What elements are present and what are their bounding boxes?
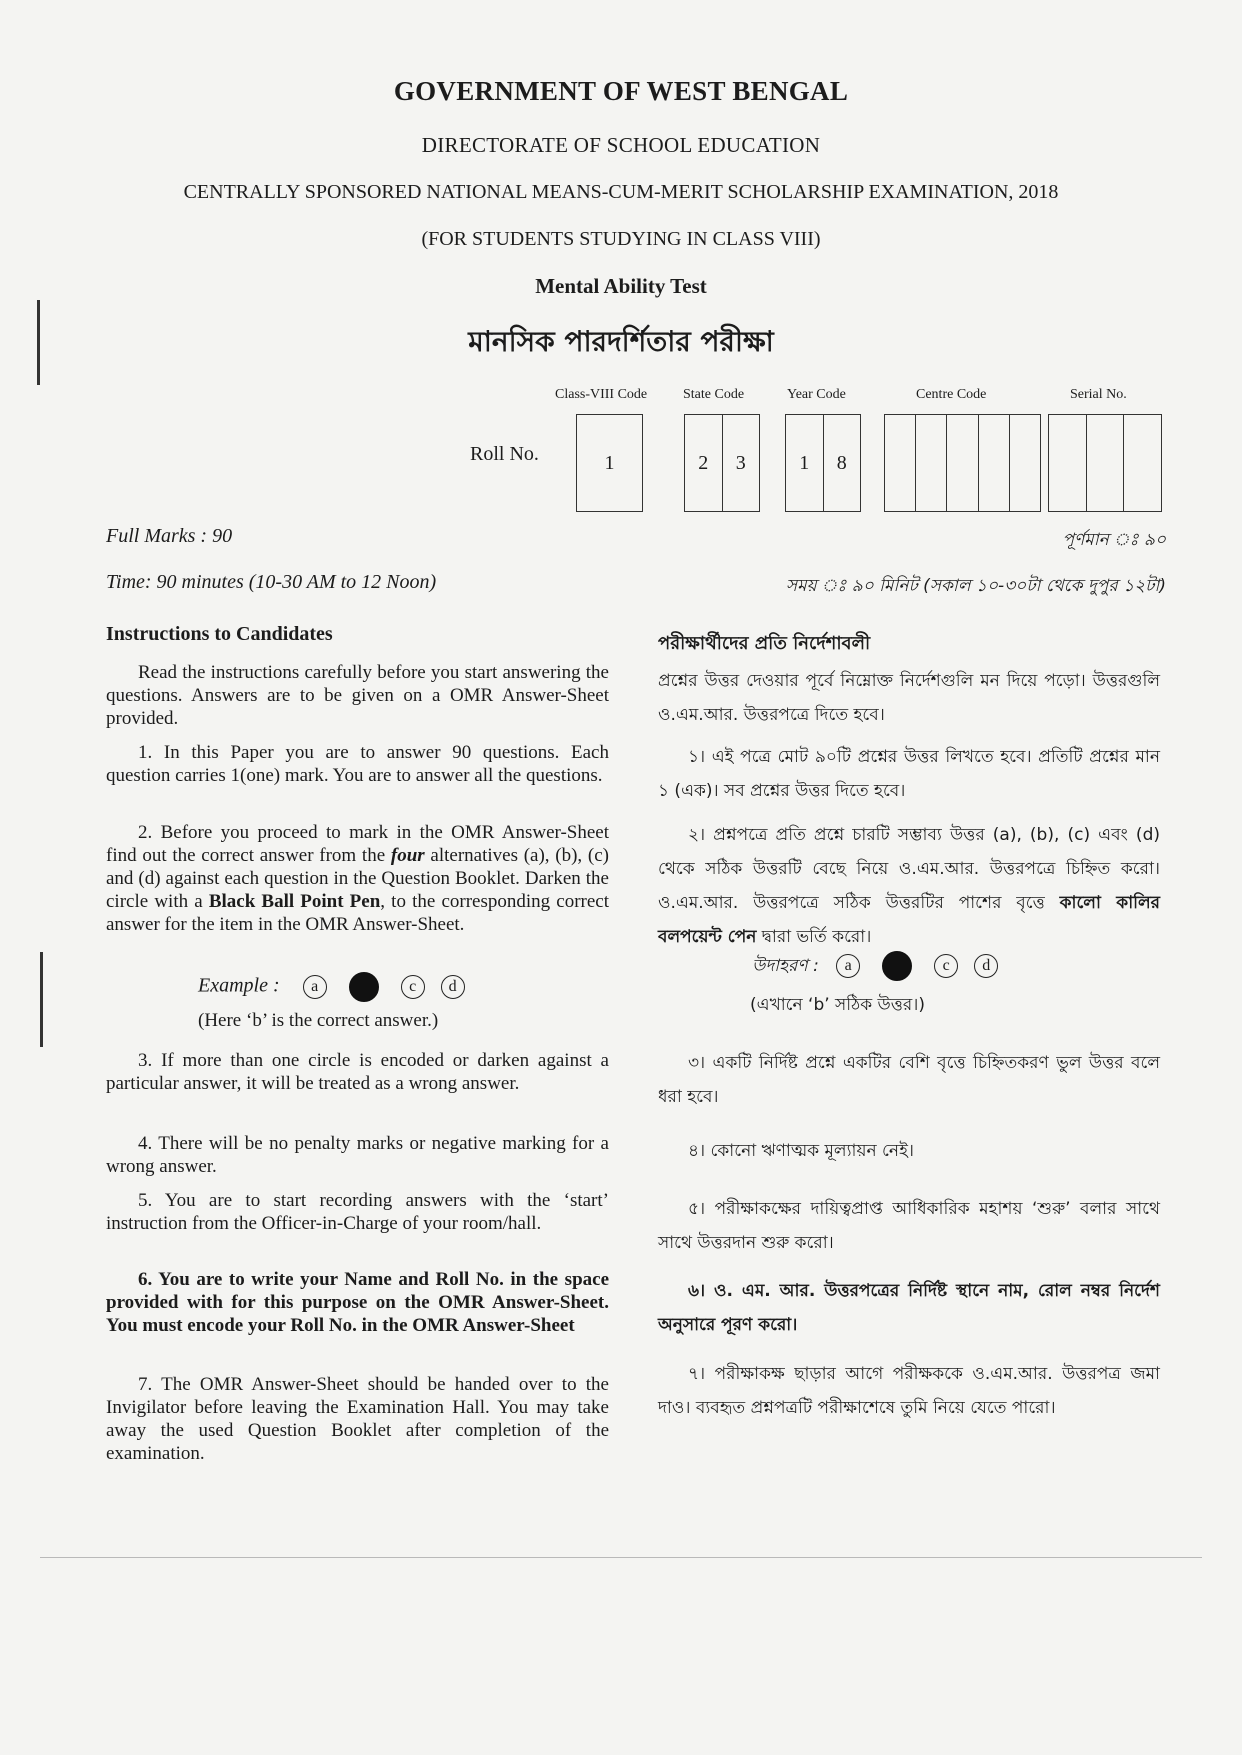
emphasis-black-pen: Black Ball Point Pen bbox=[208, 891, 381, 912]
option-circle: a bbox=[836, 954, 860, 978]
instruction-text: দ্বারা ভর্তি করো। bbox=[756, 927, 872, 947]
time-info-bengali: সময় ঃ ৯০ মিনিট (সকাল ১০-৩০টা থেকে দুপুর ১২টা) bbox=[785, 576, 1166, 596]
instruction-item-7: 7. The OMR Answer-Sheet should be handed over to the Invigilator before leaving the Examination Hall. You may take away the used Question Booklet after completion of the examination. bbox=[106, 1374, 609, 1464]
roll-no-label: Roll No. bbox=[470, 443, 539, 465]
class-code-digit: 1 bbox=[604, 451, 615, 474]
instructions-heading: Instructions to Candidates bbox=[106, 623, 333, 645]
option-circle: c bbox=[401, 975, 425, 999]
serial-no-header: Serial No. bbox=[1070, 387, 1127, 402]
instruction-item-4-bengali: ৪। কোনো ঋণাত্মক মূল্যায়ন নেই। bbox=[688, 1141, 914, 1161]
option-circle: d bbox=[441, 975, 465, 999]
exam-title: CENTRALLY SPONSORED NATIONAL MEANS-CUM-MERIT SCHOLARSHIP EXAMINATION, 2018 bbox=[183, 181, 1059, 203]
centre-code-cell[interactable] bbox=[947, 415, 978, 511]
example-row bbox=[198, 972, 473, 1002]
centre-code-cell[interactable] bbox=[916, 415, 947, 511]
centre-code-box[interactable] bbox=[884, 414, 1041, 512]
instructions-intro: Read the instructions carefully before you start answering the questions. Answers are to be given on a OMR Answer-Sheet provided. bbox=[106, 662, 609, 729]
government-title: GOVERNMENT OF WEST BENGAL bbox=[393, 76, 849, 106]
test-name-bengali: মানসিক পারদর্শিতার পরীক্ষা bbox=[468, 325, 774, 358]
instruction-text: ২। প্রশ্নপত্রে প্রতি প্রশ্নে চারটি সম্ভাব্য উত্তর (a), (b), (c) এবং (d) থেকে সঠিক উত্তরটি বেছে নিয়ে ও.এম.আর. উত্তরপত্রে চিহ্নিত করো। ও.এম.আর. উত্তরপত্রে সঠিক উত্তরটির পাশের বৃত্তে bbox=[658, 825, 1160, 913]
centre-code-cell[interactable] bbox=[885, 415, 916, 511]
year-code-digit: 8 bbox=[836, 451, 847, 474]
state-code-digit: 2 bbox=[685, 415, 723, 511]
scan-mark bbox=[40, 952, 43, 1047]
instruction-item-6: 6. You are to write your Name and Roll No. in the space provided with for this purpose on the OMR Answer-Sheet. You must encode your Roll No. in the OMR Answer-Sheet bbox=[106, 1269, 609, 1336]
example-note-bengali: (এখানে ‘b’ সঠিক উত্তর।) bbox=[750, 995, 925, 1015]
instruction-item-2-bengali bbox=[658, 818, 1160, 954]
instruction-item-3-bengali: ৩। একটি নির্দিষ্ট প্রশ্নে একটির বেশি বৃত্তে চিহ্নিতকরণ ভুল উত্তর বলে ধরা হবে। bbox=[658, 1053, 1160, 1107]
centre-code-cell[interactable] bbox=[979, 415, 1010, 511]
serial-no-cell[interactable] bbox=[1087, 415, 1125, 511]
instructions-heading-bengali: পরীক্ষার্থীদের প্রতি নির্দেশাবলী bbox=[658, 633, 871, 654]
instructions-intro-bengali: প্রশ্নের উত্তর দেওয়ার পূর্বে নিম্নোক্ত নির্দেশগুলি মন দিয়ে পড়ো। উত্তরগুলি ও.এম.আর. উত্তরপত্রে দিতে হবে। bbox=[658, 671, 1160, 725]
class-code-box bbox=[576, 414, 643, 512]
class-code-header: Class-VIII Code bbox=[555, 387, 648, 402]
centre-code-cell[interactable] bbox=[1010, 415, 1040, 511]
filled-answer-circle bbox=[349, 972, 379, 1002]
example-label: Example : bbox=[198, 974, 280, 997]
instruction-item-3: 3. If more than one circle is encoded or darken against a particular answer, it will be treated as a wrong answer. bbox=[106, 1050, 609, 1094]
time-info: Time: 90 minutes (10-30 AM to 12 Noon) bbox=[106, 571, 437, 593]
instruction-text: , to the corresponding correct answer for the item in the OMR Answer-Sheet. bbox=[106, 891, 610, 935]
instruction-text: 2. Before you proceed to mark in the OMR Answer-Sheet find out the correct answer from the bbox=[106, 822, 609, 866]
example-row-bengali bbox=[752, 951, 1006, 981]
state-code-header: State Code bbox=[683, 387, 745, 402]
emphasis-four: four bbox=[390, 845, 425, 866]
example-note: (Here ‘b’ is the correct answer.) bbox=[198, 1010, 439, 1031]
instruction-item-1-bengali: ১। এই পত্রে মোট ৯০টি প্রশ্নের উত্তর লিখতে হবে। প্রতিটি প্রশ্নের মান ১ (এক)। সব প্রশ্নের উত্তর দিতে হবে। bbox=[658, 747, 1160, 801]
state-code-box bbox=[684, 414, 760, 512]
instruction-item-7-bengali: ৭। পরীক্ষাকক্ষ ছাড়ার আগে পরীক্ষককে ও.এম.আর. উত্তরপত্র জমা দাও। ব্যবহৃত প্রশ্নপত্রটি পরীক্ষাশেষে তুমি নিয়ে যেতে পারো। bbox=[658, 1364, 1160, 1418]
option-circle: d bbox=[974, 954, 998, 978]
instruction-item-4: 4. There will be no penalty marks or negative marking for a wrong answer. bbox=[106, 1133, 609, 1177]
emphasis-black-pen: কালো কালির বলপয়েন্ট পেন bbox=[658, 893, 1161, 947]
instruction-item-5-bengali: ৫। পরীক্ষাকক্ষের দায়িত্বপ্রাপ্ত আধিকারিক মহাশয় ‘শুরু’ বলার সাথে সাথে উত্তরদান শুরু করো। bbox=[658, 1199, 1160, 1253]
instruction-item-6-bengali: ৬। ও. এম. আর. উত্তরপত্রের নির্দিষ্ট স্থানে নাম, রোল নম্বর নির্দেশ অনুসারে পূরণ করো। bbox=[658, 1281, 1160, 1335]
serial-no-cell[interactable] bbox=[1049, 415, 1087, 511]
filled-answer-circle bbox=[882, 951, 912, 981]
serial-no-box[interactable] bbox=[1048, 414, 1162, 512]
serial-no-cell[interactable] bbox=[1124, 415, 1161, 511]
option-circle: a bbox=[303, 975, 327, 999]
year-code-header: Year Code bbox=[787, 387, 846, 402]
state-code-digit: 3 bbox=[735, 451, 746, 474]
example-label-bengali: উদাহরণ : bbox=[752, 956, 819, 976]
test-name: Mental Ability Test bbox=[535, 274, 707, 298]
instruction-item-2 bbox=[106, 821, 609, 936]
full-marks-bengali: পূর্ণমান ঃ ৯০ bbox=[1062, 530, 1166, 550]
year-code-digit: 1 bbox=[786, 415, 824, 511]
class-note: (FOR STUDENTS STUDYING IN CLASS VIII) bbox=[421, 228, 821, 250]
year-code-box bbox=[785, 414, 861, 512]
full-marks: Full Marks : 90 bbox=[106, 525, 233, 547]
option-circle: c bbox=[934, 954, 958, 978]
instruction-text: alternatives (a), (b), (c) and (d) against each question in the Question Booklet. Darken the circle with a bbox=[106, 845, 609, 912]
instruction-item-1: 1. In this Paper you are to answer 90 questions. Each question carries 1(one) mark. You are to answer all the questions. bbox=[106, 742, 609, 786]
instruction-item-5: 5. You are to start recording answers with the ‘start’ instruction from the Officer-in-Charge of your room/hall. bbox=[106, 1190, 609, 1234]
directorate-title: DIRECTORATE OF SCHOOL EDUCATION bbox=[421, 133, 821, 157]
centre-code-header: Centre Code bbox=[916, 387, 987, 402]
bottom-divider bbox=[40, 1557, 1202, 1558]
